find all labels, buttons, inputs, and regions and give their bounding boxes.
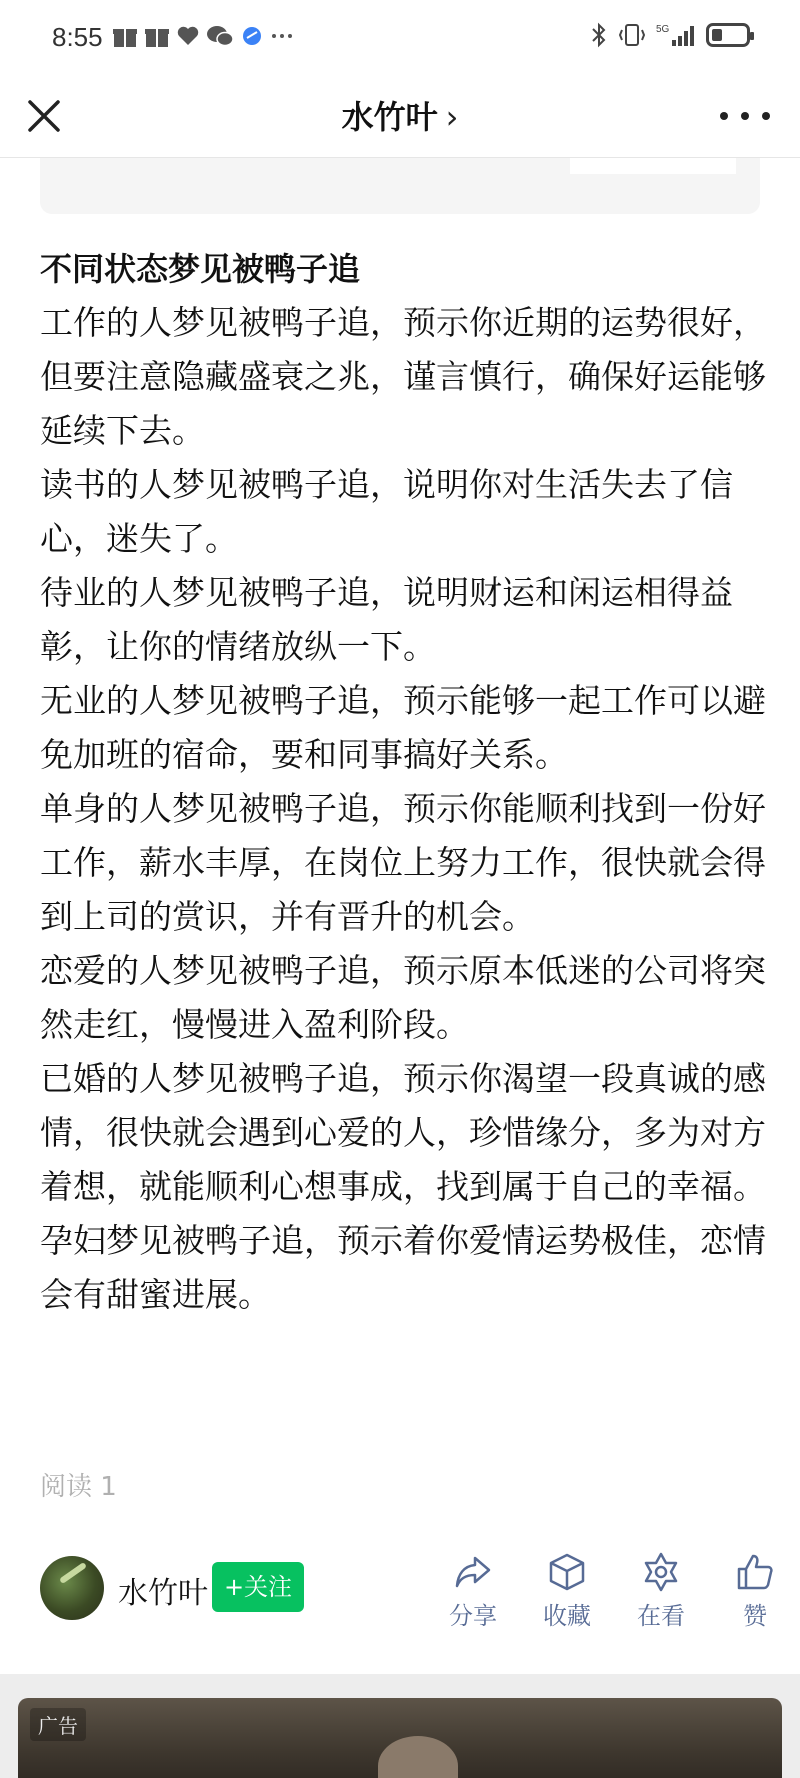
gift-icon — [112, 24, 138, 48]
more-button[interactable] — [720, 96, 770, 136]
article-paragraph: 恋爱的人梦见被鸭子追，预示原本低迷的公司将突然走红，慢慢进入盈利阶段。 — [40, 951, 766, 1044]
article-paragraph: 孕妇梦见被鸭子追，预示着你爱情运势极佳，恋情会有甜蜜进展。 — [40, 1221, 766, 1314]
chevron-right-icon: › — [445, 98, 459, 136]
battery-icon — [706, 23, 750, 47]
more-dot — [741, 112, 749, 120]
collect-icon — [545, 1550, 589, 1594]
page-title[interactable] — [0, 92, 800, 138]
read-count: 阅读 1 — [40, 1472, 117, 1502]
title-bar — [0, 78, 800, 158]
bluetooth-icon — [590, 22, 608, 48]
wow-button[interactable] — [614, 1550, 708, 1631]
article-paragraph: 待业的人梦见被鸭子追，说明财运和闲运相得益彰，让你的情绪放纵一下。 — [40, 573, 733, 666]
article-paragraph: 已婚的人梦见被鸭子追，预示你渴望一段真诚的感情，很快就会遇到心爱的人，珍惜缘分，多为对方着想，就能顺利心想事成，找到属于自己的幸福。 — [40, 1059, 766, 1206]
svg-text:5G: 5G — [656, 24, 670, 35]
share-button[interactable] — [426, 1550, 520, 1631]
wechat-icon — [206, 24, 234, 48]
page-title-text: 水竹叶 — [341, 98, 438, 136]
section-heading: 不同状态梦见被鸭子追 — [40, 250, 361, 288]
like-label: 赞 — [743, 1602, 767, 1630]
share-icon — [451, 1550, 495, 1594]
wow-label: 在看 — [637, 1602, 685, 1630]
action-bar — [426, 1550, 800, 1631]
like-button[interactable] — [708, 1550, 800, 1631]
author-row — [40, 1556, 767, 1630]
follow-button[interactable]: +关注 — [212, 1562, 304, 1612]
collect-label: 收藏 — [543, 1602, 591, 1630]
article-paragraph: 无业的人梦见被鸭子追，预示能够一起工作可以避免加班的宿命，要和同事搞好关系。 — [40, 681, 766, 774]
more-dot — [762, 112, 770, 120]
collect-button[interactable] — [520, 1550, 614, 1631]
author-name[interactable]: 水竹叶 — [118, 1576, 208, 1611]
article-paragraph: 读书的人梦见被鸭子追，说明你对生活失去了信心，迷失了。 — [40, 465, 733, 558]
status-left-icons — [112, 24, 294, 48]
wow-icon — [639, 1550, 683, 1594]
status-time: 8:55 — [52, 22, 103, 52]
signal-5g-icon — [656, 22, 696, 48]
more-dots-icon — [270, 24, 294, 48]
ad-image-figure — [378, 1736, 458, 1778]
status-bar — [0, 0, 800, 78]
share-label: 分享 — [449, 1602, 497, 1630]
article-body — [40, 242, 770, 1322]
like-icon — [733, 1550, 777, 1594]
heart-icon — [176, 24, 200, 48]
ad-image[interactable] — [18, 1698, 782, 1778]
article-paragraph: 单身的人梦见被鸭子追，预示你能顺利找到一份好工作，薪水丰厚，在岗位上努力工作，很快就会得到上司的赏识，并有晋升的机会。 — [40, 789, 766, 936]
ad-area — [0, 1674, 800, 1778]
avatar[interactable] — [40, 1556, 104, 1620]
more-dot — [720, 112, 728, 120]
status-right-icons — [590, 22, 750, 48]
gift-icon — [144, 24, 170, 48]
vibrate-icon — [618, 22, 646, 48]
ad-label[interactable]: 广告 — [30, 1708, 86, 1741]
browser-icon — [240, 24, 264, 48]
article-paragraph: 工作的人梦见被鸭子追，预示你近期的运势很好，但要注意隐藏盛衰之兆，谨言慎行，确保好运能够延续下去。 — [40, 303, 766, 450]
